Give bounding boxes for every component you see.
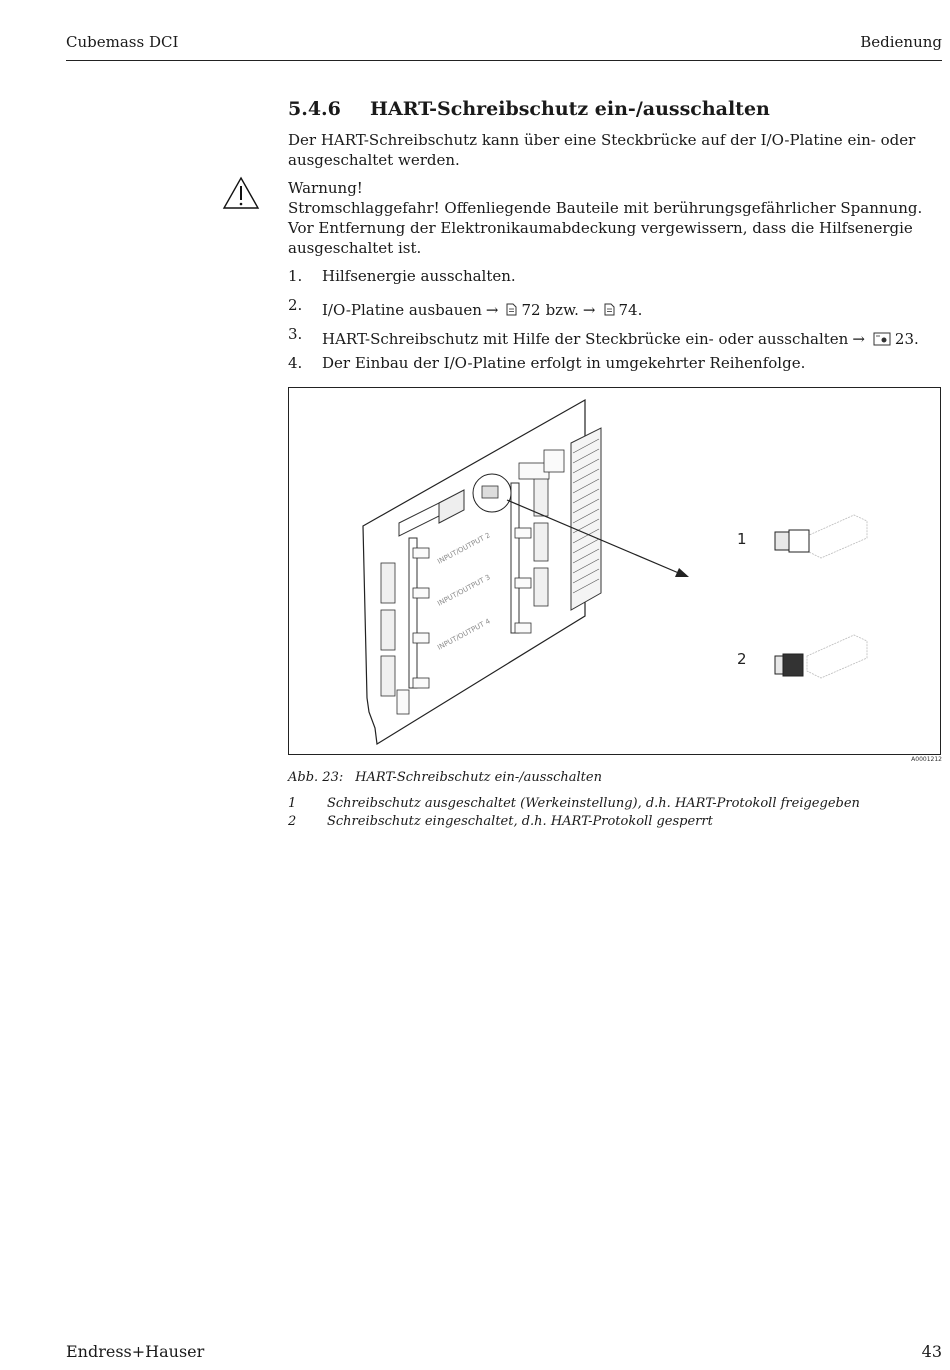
legend-text: Schreibschutz ausgeschaltet (Werkeinstellung), d.h. HART-Protokoll freigegeben	[327, 796, 860, 811]
header-rule	[66, 60, 942, 61]
figure-caption-text: HART-Schreibschutz ein-/ausschalten	[355, 770, 602, 785]
arrow-right-icon: →	[852, 329, 865, 348]
step-text: Der Einbau der I/O-Platine erfolgt in umgekehrter Reihenfolge.	[322, 354, 806, 372]
step-number: 3.	[288, 325, 303, 343]
warning-line-2: Vor Entfernung der Elektronikaumabdeckung vergewissern, dass die Hilfsenergie ausgeschaltet ist.	[288, 219, 913, 257]
footer-company: Endress+Hauser	[66, 1342, 205, 1361]
step-item	[288, 324, 948, 353]
legend-number: 2	[288, 814, 297, 829]
board-label-io-2: INPUT/OUTPUT 2	[436, 531, 492, 566]
figure-reference-number[interactable]: 23.	[894, 329, 919, 348]
edge-connector	[571, 428, 601, 610]
figure-caption	[288, 770, 602, 785]
step-item	[288, 295, 948, 324]
header-product-name: Cubemass DCI	[66, 33, 179, 51]
step-connector: bzw.	[545, 300, 579, 319]
jumper-enabled-illustration	[775, 635, 867, 678]
header-chapter: Bedienung	[860, 33, 942, 51]
board-label-io-3: INPUT/OUTPUT 3	[436, 573, 492, 608]
warning-triangle-icon	[222, 176, 260, 210]
warning-block	[288, 178, 948, 258]
figure-circuit-board	[288, 387, 941, 755]
section-content	[288, 98, 948, 382]
page-number: 43	[921, 1342, 942, 1361]
intro-paragraph: Der HART-Schreibschutz kann über eine Steckbrücke auf der I/O-Platine ein- oder ausgeschaltet werden.	[288, 131, 916, 169]
warning-line-1: Stromschlaggefahr! Offenliegende Bauteile mit berührungsgefährlicher Spannung.	[288, 199, 923, 217]
legend-text: Schreibschutz eingeschaltet, d.h. HART-Protokoll gesperrt	[327, 814, 713, 829]
legend-item	[288, 814, 860, 832]
arrow-right-icon: →	[485, 300, 499, 319]
steps-list	[288, 266, 948, 382]
page-reference-number[interactable]: 72	[521, 300, 541, 319]
legend-number: 1	[288, 796, 297, 811]
step-item	[288, 353, 948, 382]
section-number: 5.4.6	[288, 98, 341, 120]
figure-id: A0001212	[911, 756, 942, 763]
figure-legend	[288, 796, 860, 832]
section-title-text: HART-Schreibschutz ein-/ausschalten	[370, 98, 770, 120]
circuit-board-illustration	[289, 388, 940, 754]
step-text: Hilfsenergie ausschalten.	[322, 267, 516, 285]
warning-title: Warnung!	[288, 179, 363, 197]
step-number: 2.	[288, 296, 303, 314]
step-number: 4.	[288, 354, 303, 372]
legend-item	[288, 796, 860, 814]
section-title	[288, 98, 948, 120]
page-reference-icon[interactable]	[604, 303, 615, 316]
figure-caption-number: Abb. 23:	[288, 770, 344, 785]
arrow-right-icon: →	[582, 300, 596, 319]
page-reference-number[interactable]: 74.	[618, 300, 643, 319]
callout-label-2: 2	[737, 650, 747, 668]
jumper-disabled-illustration	[775, 515, 867, 558]
step-number: 1.	[288, 267, 303, 285]
step-item	[288, 266, 948, 295]
page-reference-icon[interactable]	[506, 303, 517, 316]
callout-label-1: 1	[737, 530, 747, 548]
step-text: I/O-Platine ausbauen	[322, 300, 482, 319]
step-text: HART-Schreibschutz mit Hilfe der Steckbrücke ein- oder ausschalten	[322, 329, 849, 348]
board-label-io-4: INPUT/OUTPUT 4	[436, 617, 492, 652]
figure-reference-icon[interactable]	[873, 332, 891, 346]
